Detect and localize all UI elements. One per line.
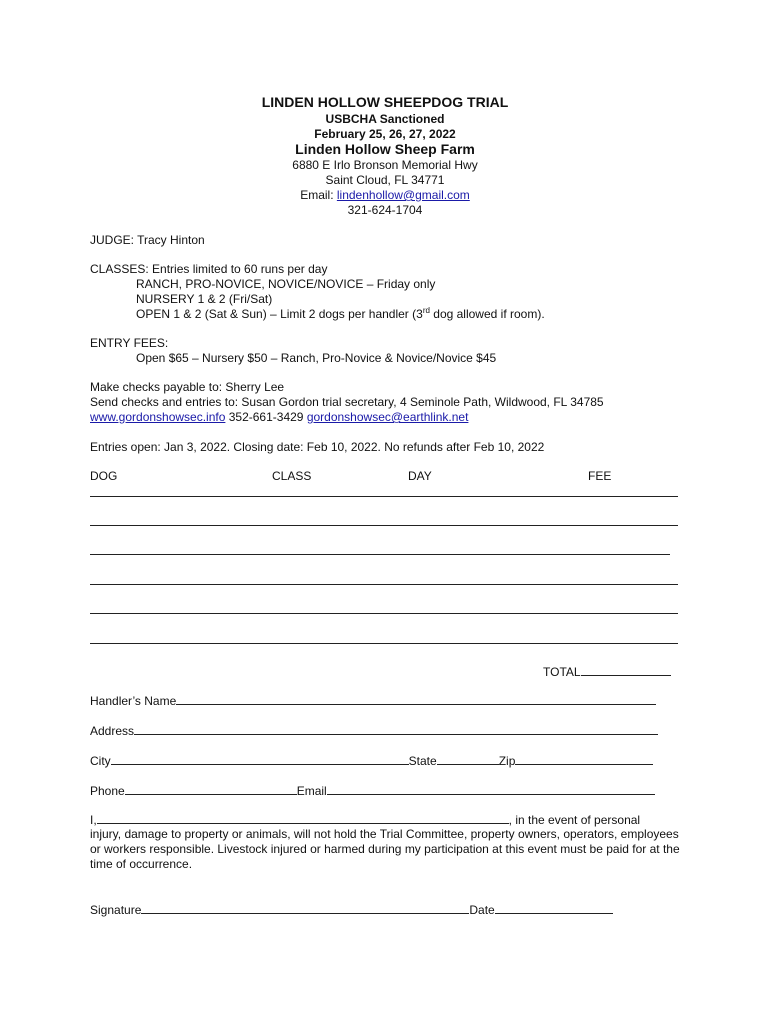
- entry-row-line-6[interactable]: [90, 643, 678, 644]
- total-blank[interactable]: [581, 664, 671, 676]
- email-blank[interactable]: [327, 783, 655, 795]
- total-field: [543, 664, 671, 680]
- entry-row-line-4[interactable]: [90, 584, 678, 585]
- city-state-zip-row: [90, 753, 653, 769]
- open-text-sup: rd: [422, 306, 430, 315]
- secretary-website-link[interactable]: www.gordonshowsec.info: [90, 410, 226, 424]
- total-label: TOTAL: [543, 665, 581, 679]
- secretary-phone: 352-661-3429: [225, 410, 307, 424]
- trial-dates: February 25, 26, 27, 2022: [314, 127, 456, 141]
- sanction-line: USBCHA Sanctioned: [325, 112, 445, 126]
- fees-heading: ENTRY FEES:: [90, 336, 169, 350]
- entries-dates-line: Entries open: Jan 3, 2022. Closing date: Feb 10, 2022. No refunds after Feb 10, 2022: [90, 440, 545, 454]
- classes-heading: CLASSES: Entries limited to 60 runs per day: [90, 262, 328, 276]
- judge-line: JUDGE: Tracy Hinton: [90, 233, 205, 247]
- waiver-prefix: I,: [90, 813, 97, 827]
- entry-row-line-2[interactable]: [90, 525, 678, 526]
- header-class: CLASS: [272, 469, 312, 483]
- address-blank[interactable]: [134, 723, 658, 735]
- zip-label: Zip: [498, 754, 516, 768]
- open-text-pre: OPEN 1 & 2 (Sat & Sun) – Limit 2 dogs per handler (3: [136, 307, 423, 321]
- classes-line-open: [136, 307, 545, 322]
- open-text-post: dog allowed if room).: [429, 307, 545, 321]
- city-label: City: [90, 754, 111, 768]
- city-blank[interactable]: [111, 753, 409, 765]
- secretary-email-link[interactable]: gordonshowsec@earthlink.net: [306, 410, 469, 424]
- farm-email-line: [90, 188, 680, 203]
- farm-name: Linden Hollow Sheep Farm: [295, 141, 475, 157]
- farm-phone: 321-624-1704: [347, 203, 423, 217]
- classes-line-ranch: RANCH, PRO-NOVICE, NOVICE/NOVICE – Friday only: [136, 277, 436, 291]
- phone-label: Phone: [90, 784, 125, 798]
- waiver-suffix: , in the event of personal: [508, 813, 641, 827]
- entry-row-line-1[interactable]: [90, 496, 678, 497]
- handler-name-label: Handler’s Name: [90, 694, 177, 708]
- form-email-label: Email: [296, 784, 327, 798]
- header-dog: DOG: [90, 469, 118, 483]
- farm-address-line1: 6880 E Irlo Bronson Memorial Hwy: [292, 158, 478, 172]
- address-row: [90, 723, 658, 739]
- secretary-contact-line: [90, 410, 468, 425]
- handler-name-blank[interactable]: [176, 693, 656, 705]
- state-label: State: [408, 754, 437, 768]
- state-blank[interactable]: [437, 753, 499, 765]
- phone-email-row: [90, 783, 655, 799]
- entry-row-line-5[interactable]: [90, 613, 678, 614]
- classes-line-nursery: NURSERY 1 & 2 (Fri/Sat): [136, 292, 273, 306]
- address-label: Address: [90, 724, 135, 738]
- signature-row: [90, 902, 613, 918]
- payable-line: Make checks payable to: Sherry Lee: [90, 380, 285, 394]
- send-entries-line: Send checks and entries to: Susan Gordon trial secretary, 4 Seminole Path, Wildwood, FL 34785: [90, 395, 604, 409]
- entry-row-line-3[interactable]: [90, 554, 670, 555]
- farm-email-link[interactable]: lindenhollow@gmail.com: [336, 188, 470, 202]
- fees-detail: Open $65 – Nursery $50 – Ranch, Pro-Novice & Novice/Novice $45: [136, 351, 497, 365]
- header-day: DAY: [408, 469, 432, 483]
- zip-blank[interactable]: [515, 753, 653, 765]
- phone-blank[interactable]: [125, 783, 297, 795]
- waiver-first-line: [90, 812, 640, 828]
- date-label: Date: [469, 903, 495, 917]
- signature-label: Signature: [90, 903, 142, 917]
- farm-address-line2: Saint Cloud, FL 34771: [325, 173, 445, 187]
- handler-name-row: [90, 693, 656, 709]
- signature-blank[interactable]: [141, 902, 469, 914]
- date-blank[interactable]: [495, 902, 613, 914]
- email-label: Email:: [300, 188, 337, 202]
- waiver-body: injury, damage to property or animals, will not hold the Trial Committee, property owners, operators, employees or workers responsible. Livestock injured or harmed during my participation at this event must be paid for at the time of occurrence.: [90, 827, 680, 871]
- header-fee: FEE: [588, 469, 612, 483]
- waiver-name-blank[interactable]: [97, 812, 509, 824]
- trial-title: LINDEN HOLLOW SHEEPDOG TRIAL: [261, 94, 509, 110]
